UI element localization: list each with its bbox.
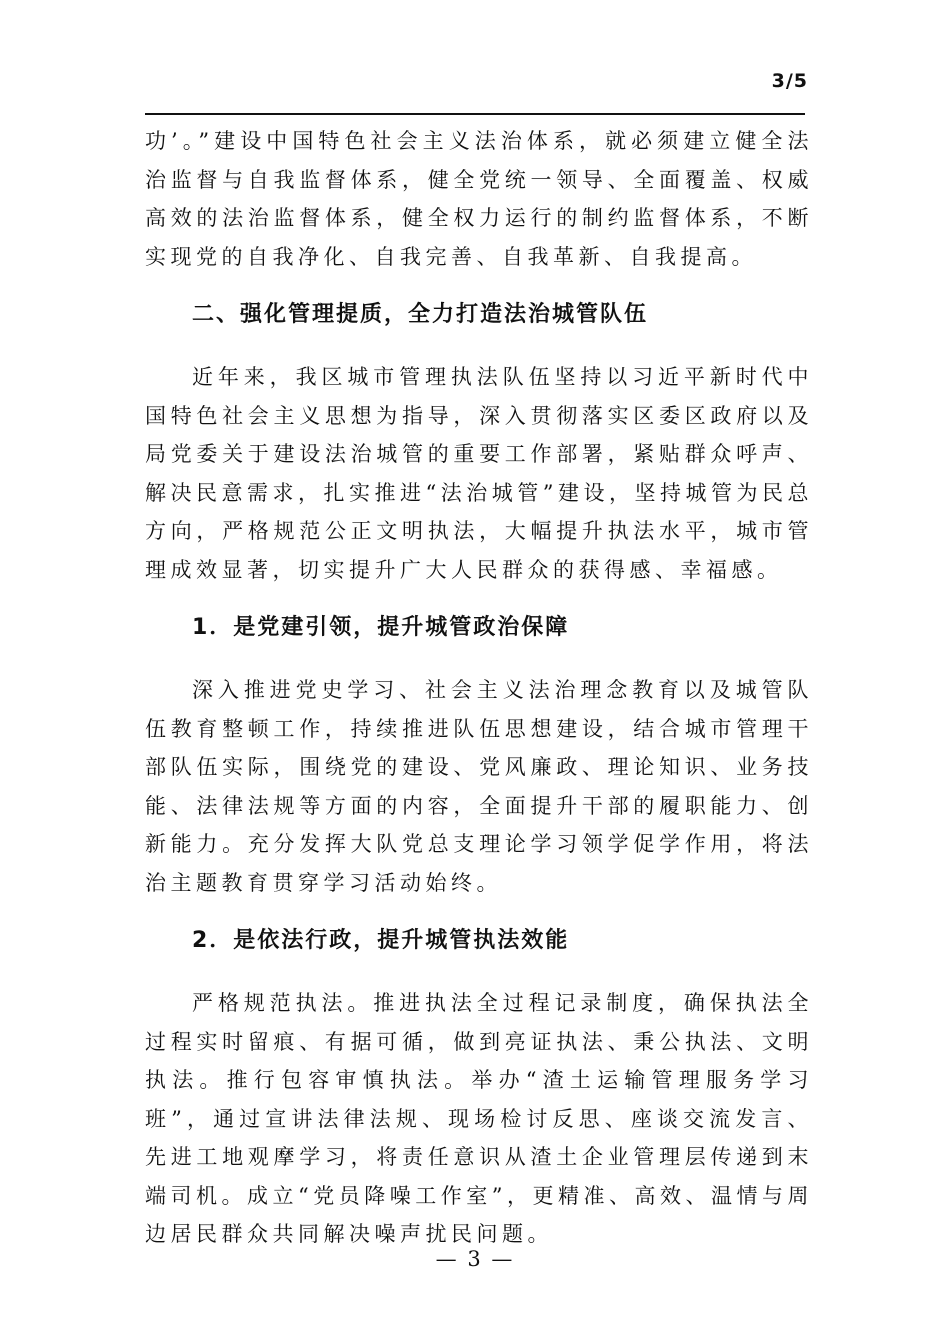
section-2-heading: 二、强化管理提质，全力打造法治城管队伍 xyxy=(192,302,649,327)
subsection-1-paragraph: 深入推进党史学习、社会主义法治理念教育以及城管队伍教育整顿工作，持续推进队伍思想建设，结合城市管理干部队伍实际，围绕党的建设、党风廉政、理论知识、业务技能、法律法规等方面的内容，全面提升干部的履职能力、创新能力。充分发挥大队党总支理论学习领学促学作用，将法治主题教育贯穿学习活动始终。 xyxy=(145,678,813,895)
document-body xyxy=(145,122,813,1254)
page-counter: 3/5 xyxy=(771,70,808,92)
section-2-paragraph: 近年来，我区城市管理执法队伍坚持以习近平新时代中国特色社会主义思想为指导，深入贯彻落实区委区政府以及局党委关于建设法治城管的重要工作部署，紧贴群众呼声、解决民意需求，扎实推进“法治城管”建设，坚持城管为民总方向，严格规范公正文明执法，大幅提升执法水平，城市管理成效显著，切实提升广大人民群众的获得感、幸福感。 xyxy=(145,365,813,582)
intro-paragraph: 功’。”建设中国特色社会主义法治体系，就必须建立健全法治监督与自我监督体系，健全党统一领导、全面覆盖、权威高效的法治监督体系，健全权力运行的制约监督体系，不断实现党的自我净化、自我完善、自我革新、自我提高。 xyxy=(145,129,813,269)
page-number-footer: — 3 — xyxy=(435,1247,515,1271)
subsection-2-paragraph: 严格规范执法。推进执法全过程记录制度，确保执法全过程实时留痕、有据可循，做到亮证执法、秉公执法、文明执法。推行包容审慎执法。举办“渣土运输管理服务学习班”，通过宣讲法律法规、现场检讨反思、座谈交流发言、先进工地观摩学习，将责任意识从渣土企业管理层传递到末端司机。成立“党员降噪工作室”，更精准、高效、温情与周边居民群众共同解决噪声扰民问题。 xyxy=(145,991,813,1246)
subsection-1-heading: 1．是党建引领，提升城管政治保障 xyxy=(192,615,570,640)
subsection-2-heading: 2．是依法行政，提升城管执法效能 xyxy=(192,928,570,953)
header-divider xyxy=(145,113,805,115)
